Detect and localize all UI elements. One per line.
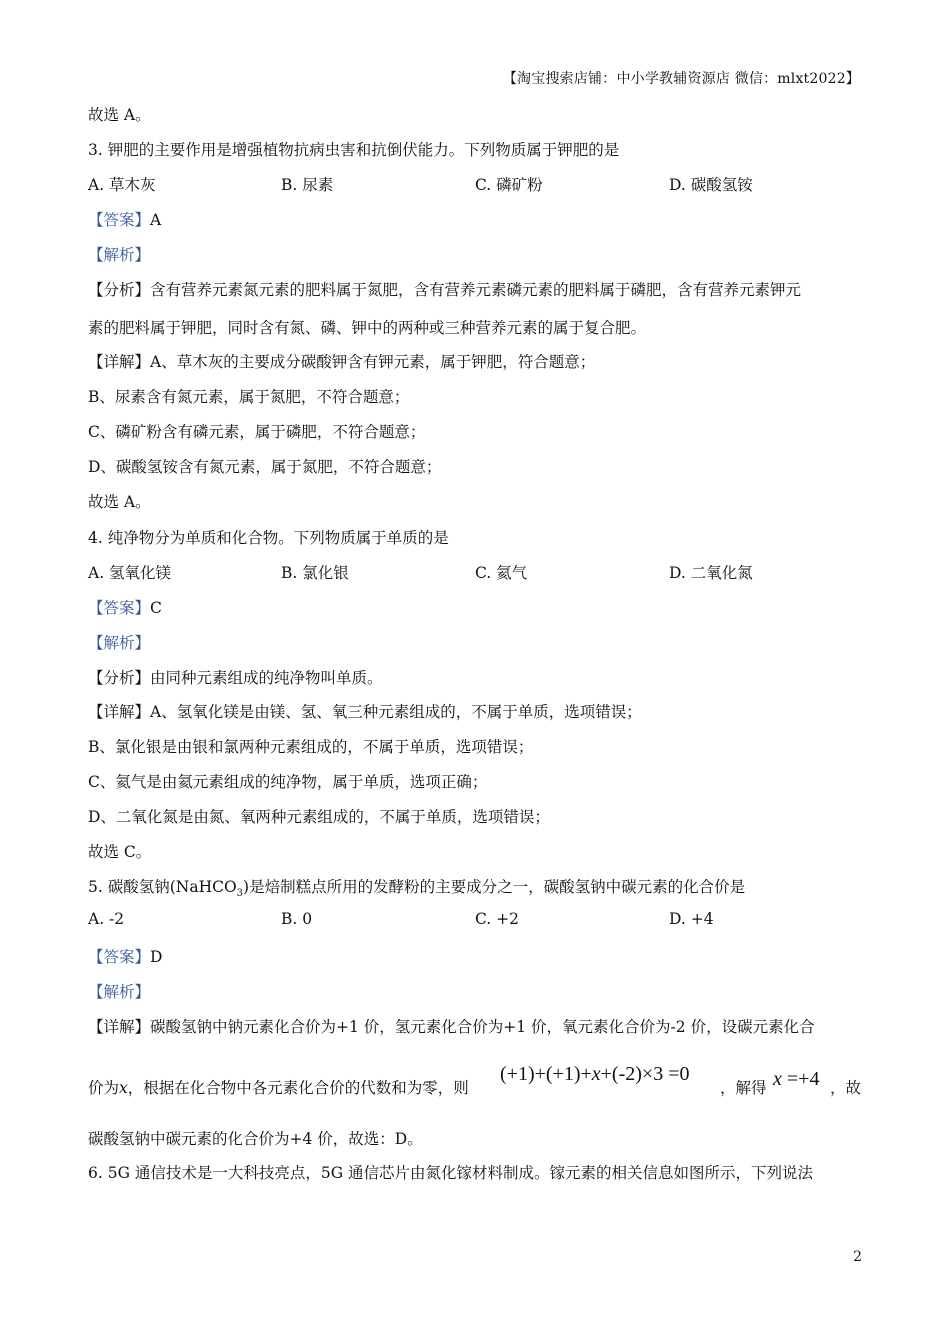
q4-detail-3: C、氦气是由氦元素组成的纯净物，属于单质，选项正确； (88, 773, 488, 791)
q5-detail-line2-d: ，故 (830, 1079, 862, 1097)
q3-answer-value: A (150, 211, 162, 229)
q5-answer (88, 945, 162, 967)
q5-text-b: ，根据在化合物中各元素化合价的代数和为零，则 (127, 1079, 469, 1097)
q4-option-a: A. 氢氧化镁 (88, 564, 172, 582)
q5-stem (88, 875, 745, 899)
q3-stem: 3. 钾肥的主要作用是增强植物抗病虫害和抗倒伏能力。下列物质属于钾肥的是 (88, 141, 620, 159)
q5-solution-var: x (773, 1068, 782, 1090)
q3-detail-3: C、磷矿粉含有磷元素，属于磷肥，不符合题意； (88, 423, 426, 441)
q5-option-d: D. +4 (669, 910, 714, 928)
q3-detail-1: 【详解】A、草木灰的主要成分碳酸钾含有钾元素，属于钾肥，符合题意； (88, 353, 596, 371)
q5-equation-left: (+1)+(+1)+ (500, 1063, 592, 1085)
q3-option-a: A. 草木灰 (88, 176, 156, 194)
q5-text-a: 价为 (88, 1079, 120, 1097)
q4-fenxi: 【分析】由同种元素组成的纯净物叫单质。 (88, 669, 383, 687)
q5-var-x: x (119, 1079, 128, 1097)
q3-fenxi-line2: 素的肥料属于钾肥，同时含有氮、磷、钾中的两种或三种营养元素的属于复合肥。 (88, 319, 647, 337)
q5-analysis-tag: 【解析】 (88, 983, 151, 1001)
q4-detail-4: D、二氧化氮是由氮、氧两种元素组成的，不属于单质，选项错误； (88, 808, 550, 826)
q5-equation (500, 1063, 689, 1086)
q6-stem: 6. 5G 通信技术是一大科技亮点，5G 通信芯片由氮化镓材料制成。镓元素的相关信息如图所示，下列说法 (88, 1164, 814, 1182)
q3-analysis-tag: 【解析】 (88, 246, 151, 264)
q5-detail-line2-a (88, 1076, 469, 1098)
q3-option-d: D. 碳酸氢铵 (669, 176, 753, 194)
q3-option-c: C. 磷矿粉 (475, 176, 543, 194)
q5-detail-line1: 【详解】碳酸氢钠中钠元素化合价为+1 价，氢元素化合价为+1 价，氧元素化合价为-2 价，设碳元素化合 (88, 1018, 815, 1036)
page-number: 2 (853, 1249, 862, 1265)
q5-option-a: A. -2 (88, 910, 125, 928)
q5-detail-line2-c: ，解得 (720, 1079, 767, 1097)
q4-conclusion: 故选 C。 (88, 843, 152, 861)
q5-equation-var: x (591, 1063, 601, 1085)
q4-detail-2: B、氯化银是由银和氯两种元素组成的，不属于单质，选项错误； (88, 738, 534, 756)
q3-conclusion: 故选 A。 (88, 493, 151, 511)
q5-option-c: C. +2 (475, 910, 520, 928)
q5-detail-line3: 碳酸氢钠中碳元素的化合价为+4 价，故选：D。 (88, 1130, 423, 1148)
q4-option-d: D. 二氧化氮 (669, 564, 753, 582)
q4-answer-tag: 【答案】 (88, 599, 151, 617)
q4-answer-value: C (150, 599, 162, 617)
q4-analysis-tag: 【解析】 (88, 634, 151, 652)
q4-stem: 4. 纯净物分为单质和化合物。下列物质属于单质的是 (88, 529, 449, 547)
q5-equation-right: +(-2)×3 =0 (600, 1063, 690, 1085)
q3-detail-4: D、碳酸氢铵含有氮元素，属于氮肥，不符合题意； (88, 458, 442, 476)
q5-solution-value: =+4 (781, 1068, 820, 1090)
q5-stem-pre: 5. 碳酸氢钠(NaHCO (88, 878, 237, 896)
prev-conclusion: 故选 A。 (88, 106, 151, 124)
q5-stem-post: )是焙制糕点所用的发酵粉的主要成分之一，碳酸氢钠中碳元素的化合价是 (243, 878, 746, 896)
q4-detail-1: 【详解】A、氢氧化镁是由镁、氢、氧三种元素组成的，不属于单质，选项错误； (88, 703, 642, 721)
q5-answer-tag: 【答案】 (88, 948, 151, 966)
q5-solution (773, 1068, 819, 1091)
q3-option-b: B. 尿素 (281, 176, 334, 194)
q4-option-c: C. 氦气 (475, 564, 528, 582)
q3-detail-2: B、尿素含有氮元素，属于氮肥，不符合题意； (88, 388, 410, 406)
page-header: 【淘宝搜索店铺：中小学教辅资源店 微信：mlxt2022】 (502, 71, 860, 87)
q3-fenxi-line1: 【分析】含有营养元素氮元素的肥料属于氮肥，含有营养元素磷元素的肥料属于磷肥，含有营养元素钾元 (88, 281, 802, 299)
q5-option-b: B. 0 (281, 910, 313, 928)
q4-answer (88, 596, 162, 618)
q5-answer-value: D (150, 948, 163, 966)
q4-option-b: B. 氯化银 (281, 564, 349, 582)
q3-answer (88, 208, 161, 230)
q5-stem-subscript: 3 (236, 888, 244, 900)
q3-answer-tag: 【答案】 (88, 211, 151, 229)
